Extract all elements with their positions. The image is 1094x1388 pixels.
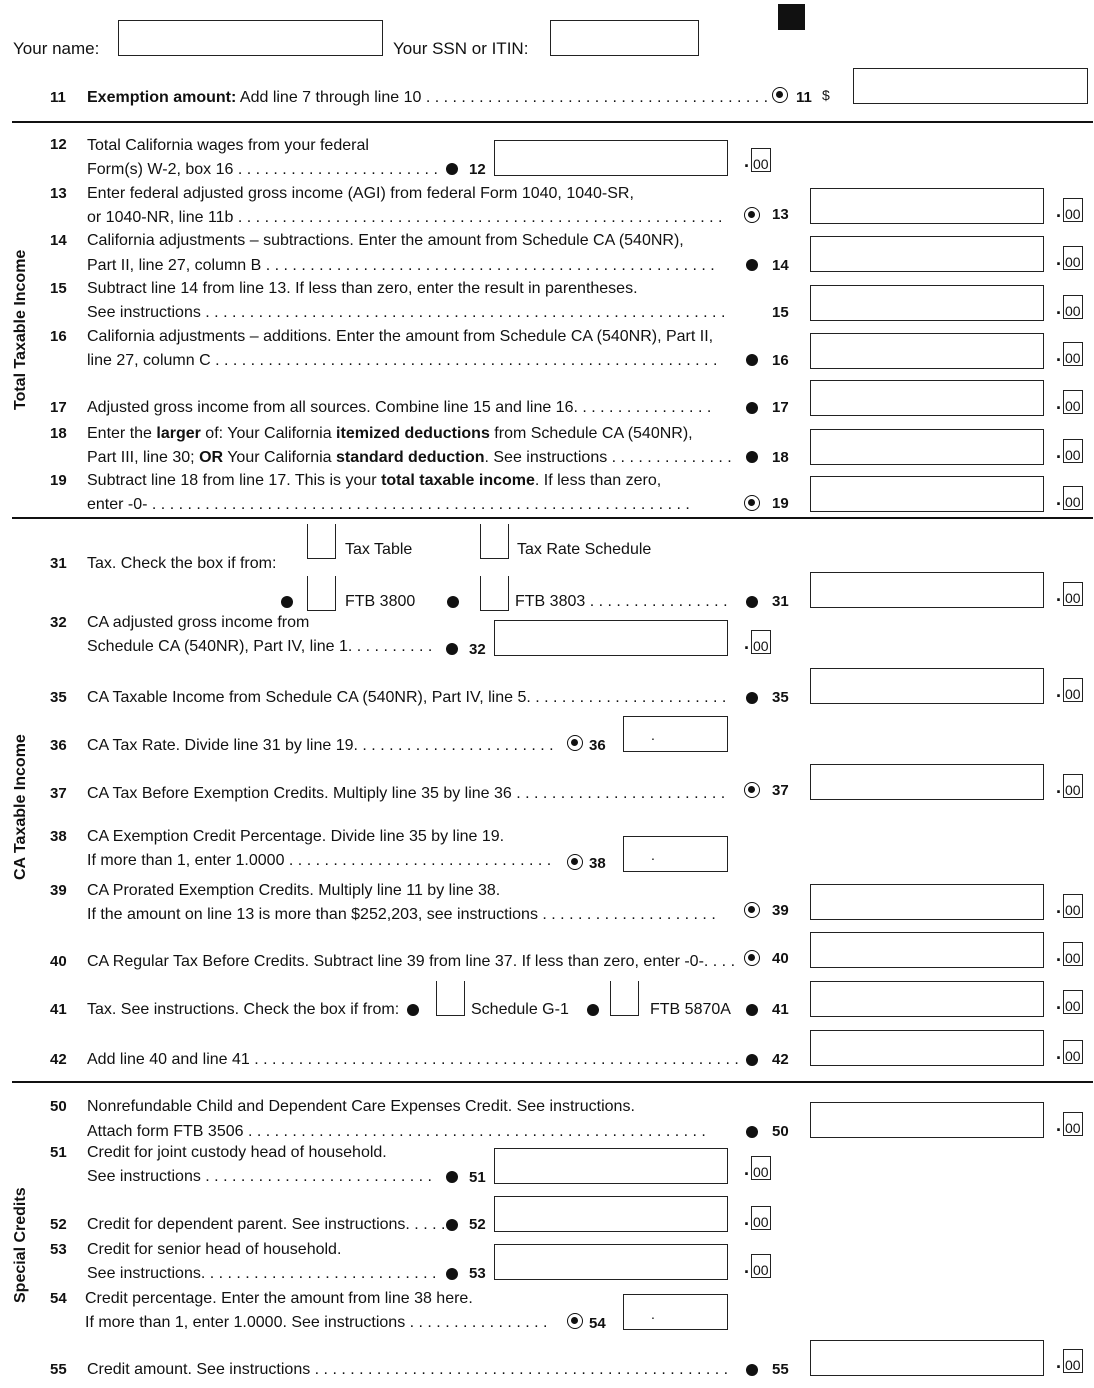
line-38-text-2: If more than 1, enter 1.0000 . . . . . . . . . . . . . . . . . . . . . . . . . . . . . . [87, 852, 552, 869]
line-39-cents: . 00 [1056, 894, 1083, 918]
line-50-number: 50 [50, 1098, 67, 1115]
line-12-field[interactable] [494, 140, 728, 176]
line-55-bullet-icon [746, 1364, 758, 1376]
ftb-5870a-label: FTB 5870A [650, 1001, 731, 1018]
line-35-text: CA Taxable Income from Schedule CA (540NR), Part IV, line 5. . . . . . . . . . . . . . . . . . . . . . . [87, 689, 727, 706]
schedule-g1-checkbox[interactable] [436, 981, 465, 1016]
line-32-number: 32 [50, 614, 67, 631]
line-31-text: Tax. Check the box if from: [87, 555, 277, 572]
line-42-number: 42 [50, 1051, 67, 1068]
line-11-ref: 11 [796, 89, 812, 106]
line-16-ref: 16 [772, 352, 789, 369]
line-18-cents: . 00 [1056, 439, 1083, 463]
registration-mark [778, 4, 805, 30]
line-39-ref: 39 [772, 902, 789, 919]
line-16-cents: . 00 [1056, 342, 1083, 366]
section-total-taxable-income: Total Taxable Income [12, 249, 29, 410]
line-50-cents: . 00 [1056, 1112, 1083, 1136]
line-35-field[interactable] [810, 668, 1044, 704]
line-18-ref: 18 [772, 449, 789, 466]
line-17-number: 17 [50, 399, 67, 416]
line-51-bullet-icon [446, 1171, 458, 1183]
name-field[interactable] [118, 20, 383, 56]
line-31-bullet-icon [746, 596, 758, 608]
line-53-text-2: See instructions. . . . . . . . . . . . . . . . . . . . . . . . . . . [87, 1265, 437, 1282]
line-17-ref: 17 [772, 399, 789, 416]
tax-rate-schedule-label: Tax Rate Schedule [517, 541, 652, 558]
line-51-text-2: See instructions . . . . . . . . . . . . . . . . . . . . . . . . . . [87, 1168, 432, 1185]
line-32-bullet-icon [446, 643, 458, 655]
line-19-cents: . 00 [1056, 486, 1083, 510]
line-31-field[interactable] [810, 572, 1044, 608]
line-40-cents: . 00 [1056, 942, 1083, 966]
line-17-field[interactable] [810, 380, 1044, 416]
line-50-bullet-icon [746, 1126, 758, 1138]
line-37-text: CA Tax Before Exemption Credits. Multiply line 35 by line 36 . . . . . . . . . . . . . . . . . . . . . . . . [87, 785, 726, 802]
divider [12, 1081, 1093, 1083]
ssn-label: Your SSN or ITIN: [393, 39, 529, 58]
line-18-text-2: Part III, line 30; OR Your California standard deduction. See instructions . . . . . . . . . . . . . . [87, 449, 732, 466]
line-36-field[interactable] [623, 716, 728, 752]
line-14-bullet-icon [746, 259, 758, 271]
line-36-decimal: . [651, 727, 655, 743]
line-38-field[interactable] [623, 836, 728, 872]
line-53-cents: . 00 [744, 1254, 771, 1278]
line-39-field[interactable] [810, 884, 1044, 920]
line-50-text-1: Nonrefundable Child and Dependent Care Expenses Credit. See instructions. [87, 1098, 635, 1115]
line-18-field[interactable] [810, 429, 1044, 465]
line-11-field[interactable] [853, 68, 1088, 104]
line-17-cents: . 00 [1056, 390, 1083, 414]
line-55-text: Credit amount. See instructions . . . . . . . . . . . . . . . . . . . . . . . . . . . . . . . . . . . . . . . . . . . . . . . [87, 1361, 729, 1378]
line-35-cents: . 00 [1056, 678, 1083, 702]
line-32-ref: 32 [469, 641, 486, 658]
line-52-text: Credit for dependent parent. See instructions. . . . . [87, 1216, 446, 1233]
line-41-text: Tax. See instructions. Check the box if from: [87, 1001, 400, 1018]
line-54-ring-icon [567, 1313, 583, 1329]
line-36-ref: 36 [589, 737, 606, 754]
line-37-ref: 37 [772, 782, 789, 799]
line-16-text-1: California adjustments – additions. Enter the amount from Schedule CA (540NR), Part II, [87, 328, 714, 345]
ftb-5870a-bullet-icon [587, 1004, 599, 1016]
line-17-text: Adjusted gross income from all sources. Combine line 15 and line 16. . . . . . . . . . . . . . . . [87, 399, 712, 416]
line-12-text-2: Form(s) W-2, box 16 . . . . . . . . . . . . . . . . . . . . . . . [87, 161, 438, 178]
line-53-bullet-icon [446, 1268, 458, 1280]
line-13-number: 13 [50, 185, 67, 202]
line-37-field[interactable] [810, 764, 1044, 800]
line-14-field[interactable] [810, 236, 1044, 272]
line-55-number: 55 [50, 1361, 67, 1378]
tax-table-label: Tax Table [345, 541, 413, 558]
line-14-ref: 14 [772, 257, 789, 274]
line-31-number: 31 [50, 555, 67, 572]
line-39-number: 39 [50, 882, 67, 899]
line-16-field[interactable] [810, 333, 1044, 369]
line-55-field[interactable] [810, 1340, 1044, 1376]
line-37-cents: . 00 [1056, 774, 1083, 798]
line-39-text-1: CA Prorated Exemption Credits. Multiply line 11 by line 38. [87, 882, 501, 899]
ftb-3803-bullet-icon [447, 596, 459, 608]
line-52-bullet-icon [446, 1219, 458, 1231]
line-11-number: 11 [50, 89, 66, 106]
line-40-ref: 40 [772, 950, 789, 967]
line-38-text-1: CA Exemption Credit Percentage. Divide line 35 by line 19. [87, 828, 505, 845]
ftb-3800-label: FTB 3800 [345, 593, 416, 610]
line-19-ref: 19 [772, 495, 789, 512]
line-19-text-1: Subtract line 18 from line 17. This is your total taxable income. If less than zero, [87, 472, 662, 489]
line-11-ring-icon [772, 87, 788, 103]
line-54-text-1: Credit percentage. Enter the amount from line 38 here. [85, 1290, 473, 1307]
line-52-field[interactable] [494, 1196, 728, 1232]
line-38-number: 38 [50, 828, 67, 845]
line-31-ref: 31 [772, 593, 789, 610]
line-41-cents: . 00 [1056, 990, 1083, 1014]
line-15-text-1: Subtract line 14 from line 13. If less than zero, enter the result in parentheses. [87, 280, 638, 297]
line-36-text: CA Tax Rate. Divide line 31 by line 19. . . . . . . . . . . . . . . . . . . . . . . [87, 737, 554, 754]
line-42-text: Add line 40 and line 41 . . . . . . . . . . . . . . . . . . . . . . . . . . . . . . . . . . . . . . . . . . . . . . . . . . . . . . . [87, 1051, 739, 1068]
line-54-text-2: If more than 1, enter 1.0000. See instructions . . . . . . . . . . . . . . . . [85, 1314, 548, 1331]
line-12-ref: 12 [469, 161, 486, 178]
line-31-cents: . 00 [1056, 582, 1083, 606]
divider [12, 121, 1093, 123]
line-14-number: 14 [50, 232, 67, 249]
line-13-ref: 13 [772, 206, 789, 223]
line-42-cents: . 00 [1056, 1040, 1083, 1064]
tax-table-checkbox[interactable] [307, 524, 336, 559]
line-41-number: 41 [50, 1001, 67, 1018]
schedule-g1-bullet-icon [407, 1004, 419, 1016]
line-12-cents: . 00 [744, 148, 771, 172]
line-53-field[interactable] [494, 1244, 728, 1280]
line-54-decimal: . [651, 1306, 655, 1322]
line-16-text-2: line 27, column C . . . . . . . . . . . . . . . . . . . . . . . . . . . . . . . . . . . . . . . . . . . . . . . . . . . . . . . . . [87, 352, 718, 369]
line-15-cents: . 00 [1056, 295, 1083, 319]
tax-rate-schedule-checkbox[interactable] [480, 524, 509, 559]
line-40-ring-icon [744, 950, 760, 966]
line-32-cents: . 00 [744, 630, 771, 654]
line-41-field[interactable] [810, 981, 1044, 1017]
line-53-text-1: Credit for senior head of household. [87, 1241, 342, 1258]
line-35-ref: 35 [772, 689, 789, 706]
line-32-text-2: Schedule CA (540NR), Part IV, line 1. . . . . . . . . . [87, 638, 433, 655]
line-41-ref: 41 [772, 1001, 789, 1018]
line-40-field[interactable] [810, 932, 1044, 968]
line-32-text-1: CA adjusted gross income from [87, 614, 310, 631]
line-53-number: 53 [50, 1241, 67, 1258]
line-18-number: 18 [50, 425, 67, 442]
line-51-cents: . 00 [744, 1156, 771, 1180]
line-13-text-1: Enter federal adjusted gross income (AGI) from federal Form 1040, 1040-SR, [87, 185, 634, 202]
line-55-ref: 55 [772, 1361, 789, 1378]
section-ca-taxable-income: CA Taxable Income [12, 734, 29, 880]
line-12-bullet-icon [446, 163, 458, 175]
line-37-number: 37 [50, 785, 67, 802]
line-16-bullet-icon [746, 354, 758, 366]
ftb-3800-bullet-icon [281, 596, 293, 608]
ssn-field[interactable] [550, 20, 699, 56]
line-37-ring-icon [744, 782, 760, 798]
line-17-bullet-icon [746, 402, 758, 414]
line-13-field[interactable] [810, 188, 1044, 224]
line-50-field[interactable] [810, 1102, 1044, 1138]
line-12-text-1: Total California wages from your federal [87, 137, 369, 154]
line-50-ref: 50 [772, 1123, 789, 1140]
line-19-text-2: enter -0- . . . . . . . . . . . . . . . . . . . . . . . . . . . . . . . . . . . . . . . . . . . . . . . . . . . . . . . . . . . . . [87, 496, 690, 513]
line-19-number: 19 [50, 472, 67, 489]
line-14-text-1: California adjustments – subtractions. Enter the amount from Schedule CA (540NR), [87, 232, 684, 249]
line-52-number: 52 [50, 1216, 67, 1233]
line-40-number: 40 [50, 953, 67, 970]
line-54-ref: 54 [589, 1315, 606, 1332]
line-14-cents: . 00 [1056, 246, 1083, 270]
line-14-text-2: Part II, line 27, column B . . . . . . . . . . . . . . . . . . . . . . . . . . . . . . . . . . . . . . . . . . . . . . . . . . . [87, 257, 715, 274]
line-42-bullet-icon [746, 1054, 758, 1066]
line-15-ref: 15 [772, 304, 789, 321]
line-51-number: 51 [50, 1144, 67, 1161]
section-special-credits: Special Credits [12, 1187, 29, 1303]
line-11-text: Exemption amount: Add line 7 through line 10 . . . . . . . . . . . . . . . . . . . . . . . . . . . . . . . . . . . . . . . [87, 89, 769, 106]
line-51-text-1: Credit for joint custody head of household. [87, 1144, 387, 1161]
line-54-number: 54 [50, 1290, 67, 1307]
line-51-field[interactable] [494, 1148, 728, 1184]
line-32-field[interactable] [494, 620, 728, 656]
line-52-cents: . 00 [744, 1206, 771, 1230]
dollar-sign: $ [822, 87, 830, 103]
line-38-ref: 38 [589, 855, 606, 872]
line-18-bullet-icon [746, 451, 758, 463]
line-16-number: 16 [50, 328, 67, 345]
line-13-cents: . 00 [1056, 198, 1083, 222]
line-55-cents: . 00 [1056, 1349, 1083, 1373]
line-36-number: 36 [50, 737, 67, 754]
line-12-number: 12 [50, 136, 67, 153]
line-51-ref: 51 [469, 1169, 486, 1186]
line-40-text: CA Regular Tax Before Credits. Subtract line 39 from line 37. If less than zero, enter -0-. . . . [87, 953, 736, 970]
line-38-decimal: . [651, 847, 655, 863]
line-36-ring-icon [567, 735, 583, 751]
line-18-text-1: Enter the larger of: Your California itemized deductions from Schedule CA (540NR), [87, 425, 693, 442]
line-15-field[interactable] [810, 285, 1044, 321]
schedule-g1-label: Schedule G-1 [471, 1001, 569, 1018]
line-19-field[interactable] [810, 476, 1044, 512]
line-19-ring-icon [744, 495, 760, 511]
ftb-3803-checkbox[interactable] [480, 576, 509, 611]
line-54-field[interactable] [623, 1294, 728, 1330]
line-38-ring-icon [567, 854, 583, 870]
ftb-3800-checkbox[interactable] [307, 576, 336, 611]
line-35-bullet-icon [746, 692, 758, 704]
line-15-number: 15 [50, 280, 67, 297]
line-53-ref: 53 [469, 1265, 486, 1282]
line-39-text-2: If the amount on line 13 is more than $252,203, see instructions . . . . . . . . . . . . . . . . . . . . [87, 906, 716, 923]
line-13-ring-icon [744, 207, 760, 223]
line-39-ring-icon [744, 902, 760, 918]
divider [12, 517, 1093, 519]
line-15-text-2: See instructions . . . . . . . . . . . . . . . . . . . . . . . . . . . . . . . . . . . . . . . . . . . . . . . . . . . . . . . . . . . [87, 304, 726, 321]
line-13-text-2: or 1040-NR, line 11b . . . . . . . . . . . . . . . . . . . . . . . . . . . . . . . . . . . . . . . . . . . . . . . . . . . . . . . [87, 209, 723, 226]
ftb-3803-label: FTB 3803 . . . . . . . . . . . . . . . . [515, 593, 728, 610]
ftb-5870a-checkbox[interactable] [610, 981, 639, 1016]
line-52-ref: 52 [469, 1216, 486, 1233]
line-41-bullet-icon [746, 1004, 758, 1016]
line-42-ref: 42 [772, 1051, 789, 1068]
line-42-field[interactable] [810, 1030, 1044, 1066]
line-35-number: 35 [50, 689, 67, 706]
name-label: Your name: [13, 39, 100, 58]
line-50-text-2: Attach form FTB 3506 . . . . . . . . . . . . . . . . . . . . . . . . . . . . . . . . . . . . . . . . . . . . . . . . . . . . [87, 1123, 706, 1140]
